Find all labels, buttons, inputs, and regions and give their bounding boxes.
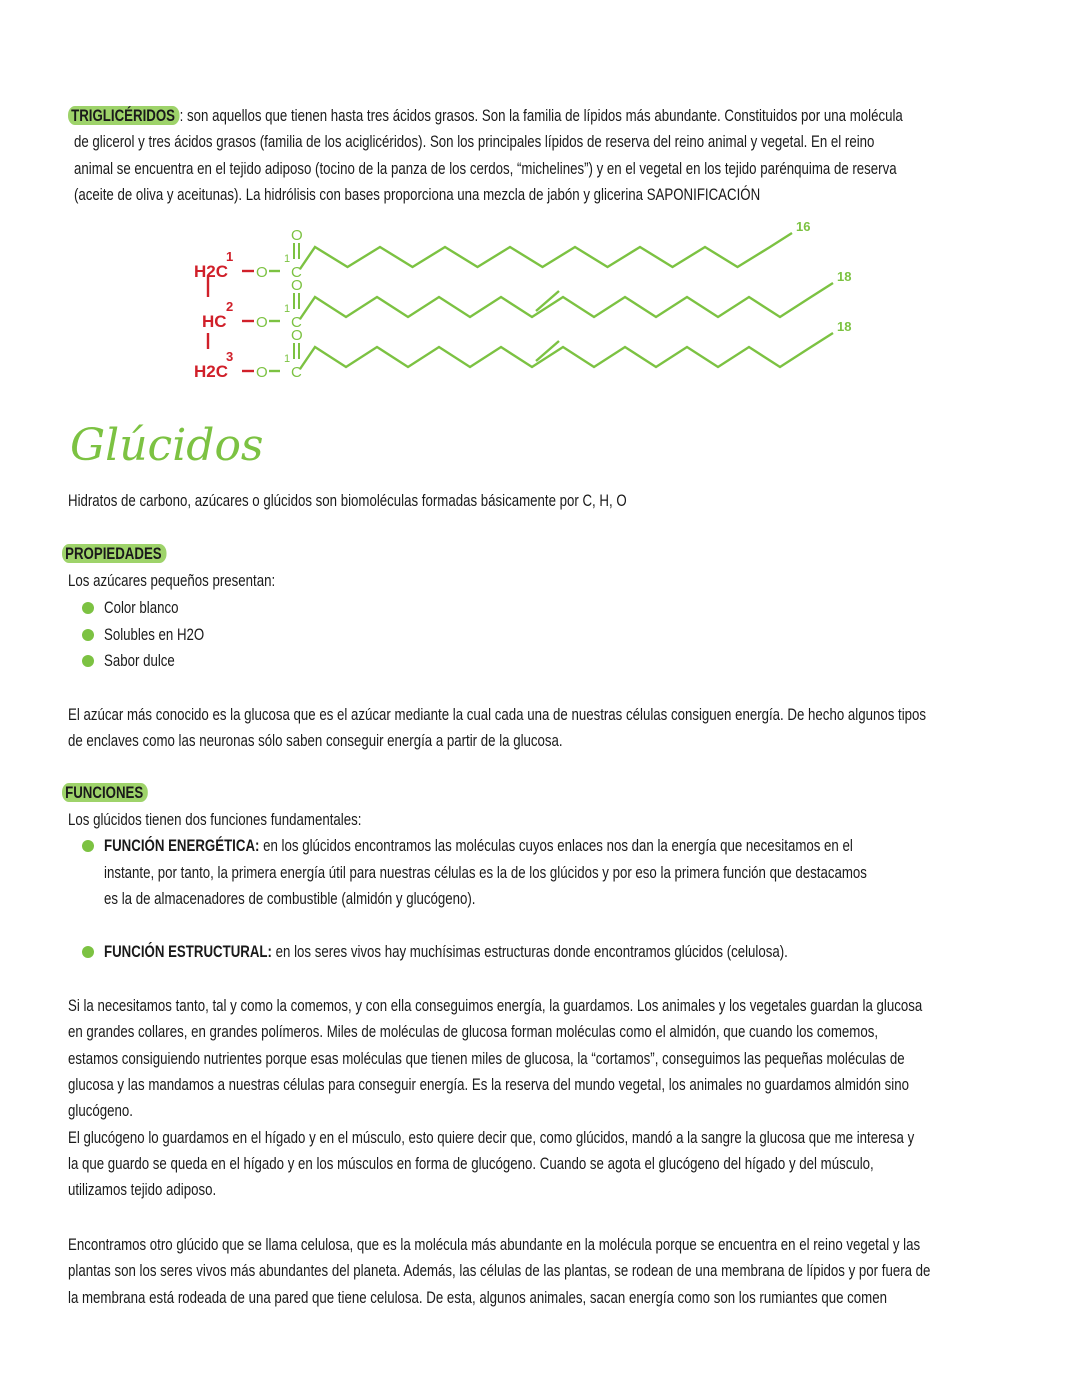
paragraph-line: Encontramos otro glúcido que se llama celulosa, que es la molécula más abundante en la molécula porque se encuentra en el reino vegetal y las — [68, 1235, 921, 1254]
carbonyl-oxygen: O — [291, 227, 303, 244]
text: : son aquellos que tienen hasta tres ácidos grasos. Son la familia de lípidos más abundante. Constituidos por una molécula — [179, 106, 903, 125]
bullet-icon — [82, 602, 94, 614]
paragraph-line: estamos consiguiendo nutrientes porque esas moléculas que tienen miles de glucosa, la “cortamos”, conseguimos las pequeñas moléculas de — [68, 1048, 905, 1068]
fatty-acid-chain — [300, 283, 833, 319]
triglyceride-structure-diagram — [180, 215, 880, 390]
list-item: Sabor dulce — [104, 651, 175, 670]
glycerol-carbon: HC — [202, 312, 227, 331]
oxygen-atom: O — [256, 364, 268, 381]
chain-length-label: 18 — [837, 319, 852, 334]
funcion-energetica-line: es la de almacenadores de combustible (almidón y glucógeno). — [104, 889, 476, 908]
carbon-number: 3 — [226, 349, 234, 364]
paragraph-line: El glucógeno lo guardamos en el hígado y en el músculo, esto quiere decir que, como glúcidos, mandó a la sangre la glucosa que me interesa y — [68, 1127, 915, 1147]
funciones-heading — [62, 783, 148, 803]
carbonyl-carbon: C — [291, 364, 302, 381]
trigliceridos-highlight: TRIGLICÉRIDOS — [68, 106, 180, 125]
chain-length-label: 16 — [796, 219, 811, 234]
fatty-acid-chain — [300, 233, 792, 269]
carbon-number: 1 — [284, 353, 291, 365]
fatty-acid-chain — [300, 333, 833, 369]
carbon-number: 1 — [226, 249, 234, 264]
funcion-label: FUNCIÓN ESTRUCTURAL: — [104, 942, 272, 961]
trigliceridos-line: animal se encuentra en el tejido adiposo (tocino de la panza de los cerdos, “michelines”) y en el vegetal en los tejido parénquima de reserva — [74, 159, 897, 178]
bullet-icon — [82, 840, 94, 852]
oxygen-atom: O — [256, 314, 268, 331]
paragraph-line: glucógeno. — [68, 1101, 133, 1121]
propiedades-label: PROPIEDADES — [62, 544, 166, 563]
funciones-intro: Los glúcidos tienen dos funciones fundamentales: — [68, 810, 362, 829]
glycerol-carbon: H2C — [194, 362, 229, 381]
carbon-number: 2 — [226, 299, 234, 314]
paragraph-line: utilizamos tejido adiposo. — [68, 1180, 217, 1200]
glycerol-carbon: H2C — [194, 262, 229, 281]
paragraph-line: la membrana está rodeada de una pared que tiene celulosa. De esta, algunos animales, sacan energía como son los rumiantes que comen — [68, 1287, 887, 1307]
carbonyl-oxygen: O — [291, 277, 303, 294]
carbonyl-oxygen: O — [291, 327, 303, 344]
trigliceridos-line — [68, 106, 903, 126]
carbonyl-carbon: C — [291, 314, 302, 331]
list-item: Solubles en H2O — [104, 625, 205, 644]
oxygen-atom: O — [256, 264, 268, 281]
paragraph-line: la que guardo se queda en el hígado y en los músculos en forma de glucógeno. Cuando se agota el glucógeno del hígado y del músculo, — [68, 1153, 874, 1173]
paragraph-line: Si la necesitamos tanto, tal y como la comemos, y con ella conseguimos energía, la guardamos. Los animales y los vegetales guardan la glucosa — [68, 996, 923, 1015]
funcion-label: FUNCIÓN ENERGÉTICA: — [104, 836, 260, 855]
bullet-icon — [82, 629, 94, 641]
chain-length-label: 18 — [837, 269, 852, 284]
glucidos-intro: Hidratos de carbono, azúcares o glúcidos son biomoléculas formadas básicamente por C, H, O — [68, 491, 627, 510]
carbon-number: 1 — [284, 303, 291, 315]
funcion-energetica-line: instante, por tanto, la primera energía útil para nuestras células es la de los glúcidos y por eso la primera función que destacamos — [104, 863, 867, 882]
carbonyl-carbon: C — [291, 264, 302, 281]
paragraph-line: plantas son los seres vivos más abundantes del planeta. Además, las células de las plantas, se rodean de una membrana de lípidos y por fuera de — [68, 1261, 931, 1281]
paragraph-line: glucosa y las mandamos a nuestras células para conseguir energía. Es la reserva del mundo vegetal, los animales no guardamos almidón sino — [68, 1074, 910, 1094]
bullet-icon — [82, 946, 94, 958]
text: en los seres vivos hay muchísimas estructuras donde encontramos glúcidos (celulosa). — [271, 942, 788, 961]
bullet-icon — [82, 655, 94, 667]
text: en los glúcidos encontramos las moléculas cuyos enlaces nos dan la energía que necesitamos en el — [259, 836, 853, 855]
propiedades-intro: Los azúcares pequeños presentan: — [68, 571, 276, 590]
glucosa-paragraph: de enclaves como las neuronas sólo saben conseguir energía a partir de la glucosa. — [68, 731, 563, 750]
trigliceridos-line: de glicerol y tres ácidos grasos (familia de los aciglicéridos). Son los principales lípidos de reserva del reino animal y vegetal. En el reino — [74, 132, 875, 151]
propiedades-heading — [62, 544, 166, 564]
funcion-estructural — [104, 942, 788, 962]
section-title-glucidos: Glúcidos — [70, 420, 264, 471]
list-item: Color blanco — [104, 598, 179, 617]
funcion-energetica — [104, 836, 853, 856]
paragraph-line: en grandes collares, en grandes polímeros. Miles de moléculas de glucosa forman moléculas como el almidón, que cuando los comemos, — [68, 1022, 879, 1042]
carbon-number: 1 — [284, 253, 291, 265]
trigliceridos-line: (aceite de oliva y aceitunas). La hidrólisis con bases proporciona una mezcla de jabón y glicerina SAPONIFICACIÓN — [74, 185, 761, 204]
glucosa-paragraph: El azúcar más conocido es la glucosa que es el azúcar mediante la cual cada una de nuestras células consiguen energía. De hecho algunos tipos — [68, 705, 927, 724]
funciones-label: FUNCIONES — [62, 783, 148, 802]
